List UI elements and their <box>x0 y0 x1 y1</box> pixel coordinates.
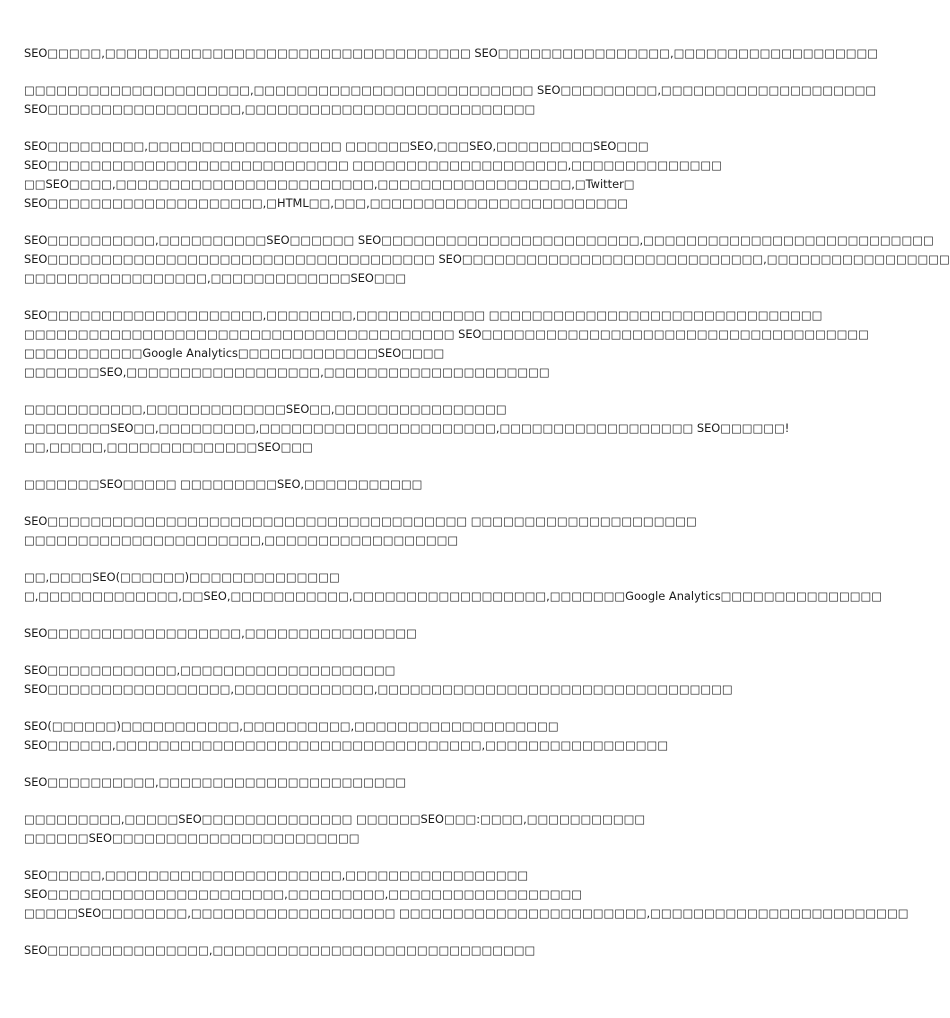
text-line: SEO□□□□□□□□□□□□□□□□□□,□□□□□□□□□□□□□□□□□□□□□□□□□□□ <box>24 102 536 116</box>
text-line: SEO□□□□□,□□□□□□□□□□□□□□□□□□□□□□,□□□□□□□□□□□□□□□□□ <box>24 868 529 882</box>
text-line: □□,□□□□SEO(□□□□□□)□□□□□□□□□□□□□□ <box>24 570 340 584</box>
text-line: SEO□□□□□□□□□□,□□□□□□□□□□□□□□□□□□□□□□□ <box>24 775 407 789</box>
text-line: SEO□□□□□□□□□□□□□□□□□□□□□□□□□□□□ □□□□□□□□□□□□□□□□□□□□,□□□□□□□□□□□□□□ <box>24 158 722 172</box>
paragraph <box>24 866 909 923</box>
paragraph <box>24 81 877 119</box>
text-line: □□□□□□□□□□□□□□□□□□□□□,□□□□□□□□□□□□□□□□□□□□□□□□□□ SEO□□□□□□□□□,□□□□□□□□□□□□□□□□□□□□ <box>24 83 877 97</box>
paragraph <box>24 568 883 606</box>
text-line: SEO□□□□□□□□□□□□,□□□□□□□□□□□□□□□□□□□□ <box>24 663 396 677</box>
text-line: SEO□□□□□□□□□□□□□□□,□□□□□□□□□□□□□□□□□□□□□□□□□□□□□□ <box>24 943 536 957</box>
text-line: □□□□□□□□□□□□□□□□□,□□□□□□□□□□□□□SEO□□□ <box>24 271 407 285</box>
text-line: SEO□□□□□□□□□□,□□□□□□□□□□SEO□□□□□□ SEO□□□□□□□□□□□□□□□□□□□□□□□□,□□□□□□□□□□□□□□□□□□□□□□□□□□□ <box>24 233 934 247</box>
text-line: □□□□□□□□□,□□□□□SEO□□□□□□□□□□□□□□ □□□□□□SEO□□□:□□□□,□□□□□□□□□□□ <box>24 812 646 826</box>
text-line: SEO□□□□□,□□□□□□□□□□□□□□□□□□□□□□□□□□□□□□□□□□ SEO□□□□□□□□□□□□□□□□,□□□□□□□□□□□□□□□□□□□ <box>24 46 879 60</box>
text-line: SEO□□□□□□□□□□□□□□□□□□□□□□□□□□□□□□□□□□□□ SEO□□□□□□□□□□□□□□□□□□□□□□□□□□□□,□□□□□□□□□□□□□□□□□ <box>24 252 950 266</box>
text-line: □□□□□□□SEO,□□□□□□□□□□□□□□□□□□,□□□□□□□□□□□□□□□□□□□□□ <box>24 365 550 379</box>
text-line: □□□□□□SEO□□□□□□□□□□□□□□□□□□□□□□□ <box>24 831 360 845</box>
text-line: □□,□□□□□,□□□□□□□□□□□□□□SEO□□□ <box>24 440 313 454</box>
paragraph <box>24 512 696 550</box>
paragraph <box>24 44 879 63</box>
paragraph <box>24 941 696 960</box>
text-line: SEO□□□□□□□□□□□□□□□□□□□□□□□□□□□□□□□□□□□□□□□ □□□□□□□□□□□□□□□□□□□□□ <box>24 514 697 528</box>
text-line: SEO□□□□□□□□□□□□□□□□□□,□□□□□□□□□□□□□□□□ <box>24 626 417 640</box>
paragraph <box>24 306 869 382</box>
paragraph <box>24 475 696 494</box>
text-line: □□□□□□□SEO□□□□□ □□□□□□□□□SEO,□□□□□□□□□□□ <box>24 477 423 491</box>
text-line: SEO(□□□□□□)□□□□□□□□□□□,□□□□□□□□□□,□□□□□□□□□□□□□□□□□□□ <box>24 719 559 733</box>
text-line: □□□□□□□□□□□□□□□□□□□□□□,□□□□□□□□□□□□□□□□□□ <box>24 533 459 547</box>
paragraph <box>24 231 950 288</box>
text-line: □□□□□□□□□□□Google Analytics□□□□□□□□□□□□□SEO□□□□ <box>24 346 445 360</box>
paragraph <box>24 624 696 643</box>
paragraph <box>24 810 696 848</box>
text-line: SEO□□□□□□,□□□□□□□□□□□□□□□□□□□□□□□□□□□□□□□□□□,□□□□□□□□□□□□□□□□□ <box>24 738 669 752</box>
text-line: □□□□□□□□□□□,□□□□□□□□□□□□□SEO□□,□□□□□□□□□□□□□□□□ <box>24 402 507 416</box>
text-line: □,□□□□□□□□□□□□□,□□SEO,□□□□□□□□□□□,□□□□□□□□□□□□□□□□□□,□□□□□□□Google Analytics□□□□□□□□□□□□□□□ <box>24 589 883 603</box>
text-line: SEO□□□□□□□□□□□□□□□□□,□□□□□□□□□□□□□,□□□□□□□□□□□□□□□□□□□□□□□□□□□□□□□□□ <box>24 682 733 696</box>
text-line: □□□□□□□□□□□□□□□□□□□□□□□□□□□□□□□□□□□□□□□□ SEO□□□□□□□□□□□□□□□□□□□□□□□□□□□□□□□□□□□□ <box>24 327 869 341</box>
text-line: SEO□□□□□□□□□□□□□□□□□□□□,□HTML□□,□□□,□□□□□□□□□□□□□□□□□□□□□□□□ <box>24 196 629 210</box>
paragraph <box>24 400 790 457</box>
text-line: □□SEO□□□□,□□□□□□□□□□□□□□□□□□□□□□□□,□□□□□□□□□□□□□□□□□□,□Twitter□ <box>24 177 635 191</box>
paragraph <box>24 773 696 792</box>
text-line: □□□□□□□□SEO□□,□□□□□□□□□,□□□□□□□□□□□□□□□□□□□□□□,□□□□□□□□□□□□□□□□□□ SEO□□□□□□! <box>24 421 790 435</box>
text-line: SEO□□□□□□□□□□□□□□□□□□□□,□□□□□□□□,□□□□□□□□□□□□ □□□□□□□□□□□□□□□□□□□□□□□□□□□□□□□ <box>24 308 823 322</box>
paragraph <box>24 661 733 699</box>
paragraph <box>24 137 722 213</box>
paragraph <box>24 717 696 755</box>
text-line: □□□□□SEO□□□□□□□□,□□□□□□□□□□□□□□□□□□□ □□□□□□□□□□□□□□□□□□□□□□□,□□□□□□□□□□□□□□□□□□□□□□□□ <box>24 906 909 920</box>
text-line: SEO□□□□□□□□□□□□□□□□□□□□□□,□□□□□□□□□,□□□□□□□□□□□□□□□□□□ <box>24 887 582 901</box>
text-line: SEO□□□□□□□□□,□□□□□□□□□□□□□□□□□□ □□□□□□SEO,□□□SEO,□□□□□□□□□SEO□□□ <box>24 139 649 153</box>
